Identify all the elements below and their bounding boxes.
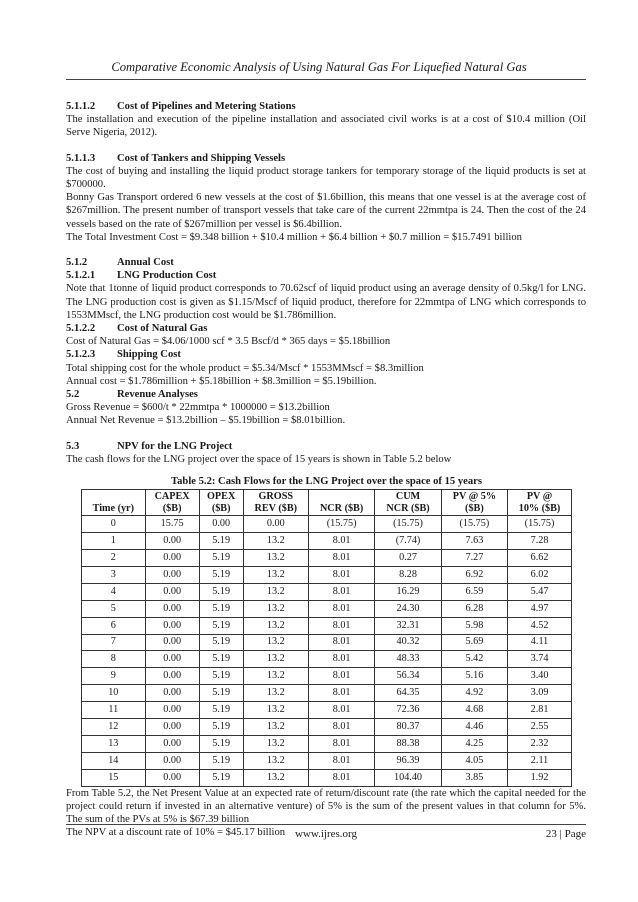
table-row [82, 516, 572, 533]
table-cell: 13.2 [243, 583, 308, 600]
table-cell: 5.19 [199, 718, 243, 735]
column-header [145, 490, 199, 516]
paragraph: Cost of Natural Gas = $4.06/1000 scf * 3.5 Bscf/d * 365 days = $5.18billion [66, 336, 391, 348]
section-number: 5.1.1.2 [66, 101, 96, 112]
paragraph: The Total Investment Cost = $9.348 billion + $10.4 million + $6.4 billion + $0.7 million = $15.7491 billion [66, 231, 522, 243]
table-cell: (15.75) [508, 516, 572, 533]
table-row [82, 651, 572, 668]
table-cell: 6.62 [508, 550, 572, 567]
section-heading [66, 100, 586, 113]
table-row [82, 566, 572, 583]
table-cell: 5.19 [199, 752, 243, 769]
table-body [82, 516, 572, 786]
table-cell: 6.59 [441, 583, 507, 600]
table-cell: 3.09 [508, 685, 572, 702]
table-cell: 14 [82, 752, 146, 769]
cash-flow-table [81, 475, 572, 786]
table-row [82, 685, 572, 702]
column-header-line: PV @ [526, 490, 553, 502]
table-cell: 0.00 [145, 752, 199, 769]
table-header-row [82, 490, 572, 516]
table-cell: 5.19 [199, 735, 243, 752]
column-header [82, 490, 146, 516]
table-cell: 8.01 [308, 718, 374, 735]
section-number: 5.1.2.3 [66, 349, 96, 361]
table-cell: 13.2 [243, 550, 308, 567]
table-cell: 5.16 [441, 668, 507, 685]
table-row [82, 550, 572, 567]
table-cell: 0.00 [145, 769, 199, 786]
table-cell: 32.31 [375, 617, 441, 634]
column-header [375, 490, 441, 516]
column-header-line: ($B) [211, 502, 231, 514]
table-cell: 5.19 [199, 651, 243, 668]
table-cell: 13.2 [243, 600, 308, 617]
table-cell: 2.11 [508, 752, 572, 769]
table-cell: 8.01 [308, 600, 374, 617]
table-cell: 4 [82, 583, 146, 600]
paragraph: The cost of buying and installing the liquid product storage tankers for temporary storage of the liquid products is set at $700000. [66, 165, 586, 191]
column-header-line: 10% ($B) [518, 502, 561, 514]
column-header-line: GROSS [258, 490, 294, 502]
table-cell: 8 [82, 651, 146, 668]
table-cell: 13.2 [243, 685, 308, 702]
table-cell: 0.00 [145, 600, 199, 617]
column-header-line: ($B) [162, 502, 182, 514]
table-row [82, 617, 572, 634]
table-cell: 0.00 [145, 550, 199, 567]
table-cell: 4.25 [441, 735, 507, 752]
paragraph: The installation and execution of the pipeline installation and associated civil works is at a cost of $10.4 million (Oil Serve Nigeria, 2012). [66, 114, 586, 139]
table-cell: 8.01 [308, 735, 374, 752]
paragraph: The cash flows for the LNG project over the space of 15 years is shown in Table 5.2 below [66, 453, 452, 465]
paragraph: The NPV at a discount rate of 10% = $45.17 billion [66, 827, 286, 839]
table-cell: 7.28 [508, 533, 572, 550]
column-header [508, 490, 572, 516]
column-header-line: OPEX [207, 490, 236, 502]
column-header-line: CUM [395, 490, 421, 502]
table-cell: 5.19 [199, 685, 243, 702]
table-cell: 5.19 [199, 769, 243, 786]
table-cell: 0.00 [145, 702, 199, 719]
table-cell: 10 [82, 685, 146, 702]
section-heading [66, 256, 586, 269]
table-cell: 13.2 [243, 651, 308, 668]
column-header-line: NCR ($B) [319, 503, 364, 515]
table-cell: 56.34 [375, 668, 441, 685]
table-cell: 13.2 [243, 634, 308, 651]
table-cell: 9 [82, 668, 146, 685]
table-cell: 0.00 [145, 651, 199, 668]
section-number: 5.1.2.2 [66, 323, 96, 335]
table-cell: 8.01 [308, 634, 374, 651]
table-cell: (7.74) [375, 533, 441, 550]
table-cell: 6.28 [441, 600, 507, 617]
table-cell: 2.81 [508, 702, 572, 719]
section-heading [66, 152, 586, 165]
page-footer [66, 828, 586, 842]
table-cell: 16.29 [375, 583, 441, 600]
column-header-line: ($B) [465, 502, 484, 514]
table-cell: 5.19 [199, 702, 243, 719]
section-heading [66, 322, 586, 335]
table-cell: 0.00 [145, 533, 199, 550]
table-cell: 1 [82, 533, 146, 550]
table-cell: 0.00 [145, 634, 199, 651]
paragraph: Gross Revenue = $600/t * 22mmtpa * 1000000 = $13.2billion [66, 402, 330, 414]
table-cell: 8.01 [308, 752, 374, 769]
table-cell: 15.75 [145, 516, 199, 533]
table-cell: 5.19 [199, 600, 243, 617]
table-cell: (15.75) [308, 516, 374, 533]
table-cell: 5.19 [199, 617, 243, 634]
table-row [82, 668, 572, 685]
section-number: 5.1.2.1 [66, 270, 96, 282]
table-cell: 8.01 [308, 685, 374, 702]
table-row [82, 735, 572, 752]
table-cell: 80.37 [375, 718, 441, 735]
table-cell: 8.01 [308, 566, 374, 583]
table-cell: 3.85 [441, 769, 507, 786]
header-rule [66, 79, 586, 80]
table-cell: 2.32 [508, 735, 572, 752]
table-cell: (15.75) [375, 516, 441, 533]
table-row [82, 600, 572, 617]
column-header-line: Time (yr) [92, 503, 134, 515]
table-cell: 13.2 [243, 702, 308, 719]
table-cell: 7.63 [441, 533, 507, 550]
table-cell: 88.38 [375, 735, 441, 752]
table-cell: 8.01 [308, 668, 374, 685]
table-cell: 13.2 [243, 769, 308, 786]
section-title: LNG Production Cost [117, 270, 217, 282]
table-cell: 0.00 [145, 735, 199, 752]
table-cell: 7 [82, 634, 146, 651]
table-cell: 13.2 [243, 566, 308, 583]
table-cell: (15.75) [441, 516, 507, 533]
section-title: Cost of Tankers and Shipping Vessels [117, 152, 286, 164]
table-cell: 0.00 [145, 617, 199, 634]
table-cell: 0.00 [243, 516, 308, 533]
table-cell: 1.92 [508, 769, 572, 786]
table-cell: 13.2 [243, 735, 308, 752]
table-row [82, 702, 572, 719]
section-number: 5.3 [66, 440, 80, 452]
table-cell: 8.01 [308, 769, 374, 786]
table-cell: 5.19 [199, 533, 243, 550]
table-cell: 15 [82, 769, 146, 786]
table-cell: 6 [82, 617, 146, 634]
paragraph: Annual Net Revenue = $13.2billion – $5.19billion = $8.01billion. [66, 415, 346, 427]
column-header [441, 490, 507, 516]
table-cell: 48.33 [375, 651, 441, 668]
page-body [66, 100, 586, 839]
section-heading [66, 348, 586, 361]
paragraph: Bonny Gas Transport ordered 6 new vessels at the cost of $1.6billion, this means that one vessel is at the average cost of $267million. The present number of transport vessels that take care of the current 22mmtpa is 24. Then the cost of the 24 vessels based on the rate of $267million per vessel is $6.4billion. [66, 192, 586, 230]
table-cell: 0 [82, 516, 146, 533]
table-cell: 5.19 [199, 634, 243, 651]
footer-rule [66, 824, 586, 825]
table-cell: 0.00 [145, 668, 199, 685]
table-row [82, 583, 572, 600]
table-row [82, 769, 572, 786]
table-row [82, 533, 572, 550]
journal-url: www.ijres.org [294, 828, 358, 840]
table-cell: 3.40 [508, 668, 572, 685]
table-row [82, 752, 572, 769]
table-cell: 12 [82, 718, 146, 735]
table-cell: 4.52 [508, 617, 572, 634]
table-cell: 5.47 [508, 583, 572, 600]
paragraph: From Table 5.2, the Net Present Value at an expected rate of return/discount rate (the rate which the capital needed for the project could return if invested in an alternative venture) of 5% is the sum of the present values in that column for 5%. The sum of the PVs at 5% is $67.39 billion [66, 787, 586, 825]
table-cell: 104.40 [375, 769, 441, 786]
table-cell: 8.01 [308, 550, 374, 567]
table-cell: 5.98 [441, 617, 507, 634]
table-cell: 8.01 [308, 702, 374, 719]
table-cell: 0.00 [199, 516, 243, 533]
section-title: NPV for the LNG Project [117, 440, 233, 452]
table-cell: 13.2 [243, 718, 308, 735]
table-cell: 8.01 [308, 651, 374, 668]
section-title: Cost of Pipelines and Metering Stations [117, 101, 296, 112]
table-cell: 4.11 [508, 634, 572, 651]
table-cell: 5.42 [441, 651, 507, 668]
column-header-line: PV @ 5% [452, 490, 497, 502]
table-cell: 13.2 [243, 668, 308, 685]
table-caption: Table 5.2: Cash Flows for the LNG Project over the space of 15 years [171, 476, 482, 488]
table-cell: 11 [82, 702, 146, 719]
table-cell: 7.27 [441, 550, 507, 567]
table-cell: 64.35 [375, 685, 441, 702]
paragraph: Total shipping cost for the whole product = $5.34/Mscf * 1553MMscf = $8.3million [66, 362, 424, 374]
table-cell: 13.2 [243, 617, 308, 634]
paragraph: Note that 1tonne of liquid product corresponds to 70.62scf of liquid product using an average density of 0.5kg/l for LNG. The LNG production cost is given as $1.15/Mscf of liquid product, therefore for 22mmtpa of LNG which corresponds to 1553MMscf, the LNG production cost would be $1.786million. [66, 283, 586, 321]
table-cell: 4.05 [441, 752, 507, 769]
section-title: Cost of Natural Gas [117, 323, 208, 335]
table-cell: 4.68 [441, 702, 507, 719]
table-cell: 4.46 [441, 718, 507, 735]
table-cell: 13 [82, 735, 146, 752]
table-cell: 4.92 [441, 685, 507, 702]
table-cell: 13.2 [243, 533, 308, 550]
section-title: Annual Cost [117, 257, 174, 269]
section-heading [66, 269, 586, 282]
table-cell: 6.02 [508, 566, 572, 583]
table-cell: 3 [82, 566, 146, 583]
section-number: 5.1.1.3 [66, 152, 96, 164]
table-cell: 8.01 [308, 533, 374, 550]
table-cell: 0.00 [145, 718, 199, 735]
table-row [82, 634, 572, 651]
table-cell: 2 [82, 550, 146, 567]
table-cell: 96.39 [375, 752, 441, 769]
table-cell: 0.00 [145, 685, 199, 702]
section-heading [66, 388, 586, 401]
column-header-line: CAPEX [154, 490, 190, 502]
page-number: 23 | Page [545, 828, 586, 840]
column-header-line: REV ($B) [254, 502, 298, 514]
section-title: Shipping Cost [117, 349, 181, 361]
column-header [243, 490, 308, 516]
section-title: Revenue Analyses [117, 389, 198, 401]
table-cell: 5.69 [441, 634, 507, 651]
table-cell: 5.19 [199, 583, 243, 600]
section-heading [66, 440, 586, 453]
table-cell: 3.74 [508, 651, 572, 668]
table-cell: 5.19 [199, 550, 243, 567]
column-header-line: NCR ($B) [386, 502, 430, 514]
section-number: 5.1.2 [66, 257, 88, 269]
table-cell: 5 [82, 600, 146, 617]
running-header: Comparative Economic Analysis of Using Natural Gas For Liquefied Natural Gas [111, 60, 527, 74]
table-cell: 6.92 [441, 566, 507, 583]
table-cell: 8.01 [308, 617, 374, 634]
table-cell: 5.19 [199, 566, 243, 583]
column-header [308, 490, 374, 516]
table-cell: 8.01 [308, 583, 374, 600]
table-cell: 5.19 [199, 668, 243, 685]
table-cell: 2.55 [508, 718, 572, 735]
paragraph: Annual cost = $1.786million + $5.18billion + $8.3million = $5.19billion. [66, 375, 377, 387]
table-cell: 4.97 [508, 600, 572, 617]
section-number: 5.2 [66, 389, 80, 401]
table-cell: 0.00 [145, 583, 199, 600]
table-cell: 0.27 [375, 550, 441, 567]
table-cell: 72.36 [375, 702, 441, 719]
table-cell: 0.00 [145, 566, 199, 583]
table-row [82, 718, 572, 735]
table-cell: 13.2 [243, 752, 308, 769]
column-header [199, 490, 243, 516]
table-cell: 40.32 [375, 634, 441, 651]
table-cell: 8.28 [375, 566, 441, 583]
table-cell: 24.30 [375, 600, 441, 617]
